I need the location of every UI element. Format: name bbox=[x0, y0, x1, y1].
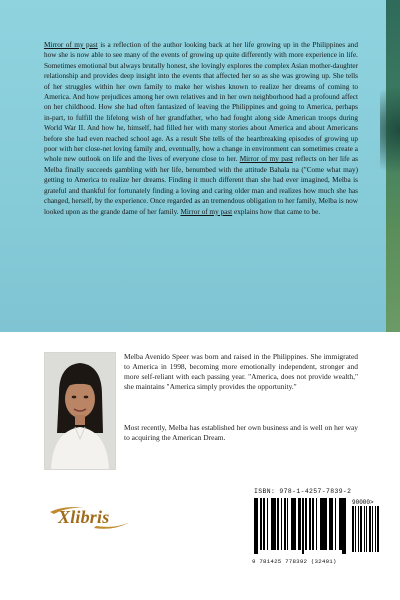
barcode-bar bbox=[344, 498, 346, 554]
book-title-reference: Mirror of my past bbox=[180, 207, 233, 216]
addon-barcode-bar bbox=[358, 506, 359, 552]
publisher-name: Xlibris bbox=[58, 507, 110, 527]
palm-tree-edge-image bbox=[386, 0, 400, 332]
addon-barcode-bar bbox=[360, 506, 362, 552]
barcode-bar bbox=[281, 498, 282, 550]
barcode-bar bbox=[312, 498, 314, 550]
barcode-bar bbox=[339, 498, 342, 550]
barcode-bar bbox=[291, 498, 294, 550]
barcode-bar bbox=[316, 498, 317, 550]
barcode-bar bbox=[335, 498, 336, 550]
publisher-logo bbox=[44, 504, 136, 532]
barcode-bar bbox=[284, 498, 286, 550]
barcode-bar bbox=[271, 498, 274, 550]
addon-barcode-bar bbox=[355, 506, 356, 552]
addon-barcode-bar bbox=[352, 506, 354, 552]
addon-barcode-bar bbox=[364, 506, 365, 552]
barcode-bar bbox=[305, 498, 307, 550]
barcode-bar bbox=[277, 498, 279, 550]
addon-barcode-bar bbox=[375, 506, 376, 552]
author-photo bbox=[44, 352, 116, 470]
description-text-part-3: explains how that came to be. bbox=[232, 207, 321, 216]
isbn-barcode bbox=[252, 498, 380, 556]
barcode-bar bbox=[309, 498, 311, 550]
isbn-label: ISBN: 978-1-4257-7839-2 bbox=[254, 488, 352, 495]
barcode-bar bbox=[294, 498, 296, 550]
barcode-bar bbox=[274, 498, 276, 550]
barcode-numbers: 9 781425 778392 (32401) bbox=[252, 558, 337, 565]
barcode-bar bbox=[267, 498, 268, 550]
addon-barcode-bar bbox=[372, 506, 373, 552]
barcode-bar bbox=[342, 498, 344, 554]
addon-barcode-bar bbox=[369, 506, 371, 552]
book-description bbox=[44, 40, 358, 217]
barcode-bar bbox=[260, 498, 262, 550]
barcode-bar bbox=[254, 498, 256, 554]
barcode-bar bbox=[256, 498, 258, 554]
barcode-bar bbox=[263, 498, 265, 550]
description-text-part-1: is a reflection of the author looking back at her life growing up in the Philippines and how she is now able to see many of the events of growing up quite differently with more experience in life. Sometimes emotional but always brutally honest, she lovingly explores the complex Asian mother-daughter relationship and provides deep insight into the events that affected her so as she was growing up. She tells of her struggles within her own family to make her wishes known to realize her dreams of coming to America. And how prejudices among her own relatives and in her own neighborhood had a profound affect on her childhood. How she had often fantasized of leaving the Philippines and going to America, perhaps in-part, to fulfill the lifelong wish of her grandfather, who had fought along side American troops during World War II. And how he, himself, had filled her with many stories about America and about Americans before she had even reached school age. As a result She tells of the heartbreaking episodes of growing up poor with her close-net loving family and, eventually, how a change in environment can sometimes create a whole new outlook on life and the lives of everyone close to her. bbox=[44, 41, 358, 164]
book-title-reference: Mirror of my past bbox=[44, 41, 98, 49]
barcode-bar bbox=[298, 498, 301, 550]
addon-barcode-bar bbox=[366, 506, 367, 552]
barcode-bar bbox=[320, 498, 323, 550]
barcode-bar bbox=[329, 498, 331, 550]
price-code: 90000> bbox=[352, 499, 374, 506]
author-bio-paragraph-2: Most recently, Melba has established her own business and is well on her way to acquiring the American Dream. bbox=[124, 423, 358, 443]
addon-barcode-bar bbox=[377, 506, 379, 552]
description-text-part-2: reflects on her life as Melba finally succeeds gambling with her life, benumbed with the attitude Bahala na ("Come what may) getting to America to realize her dreams. Finding it much different than she had ever imagined, Melba is grateful and thankful for fortunately finding a loving and caring older man and realizes how much she has changed, herself, by the experience. Once regarded as an tremendous obligation to her family, Melba is now looked upon as the grande dame of her family. bbox=[44, 155, 358, 216]
barcode-bar bbox=[331, 498, 333, 550]
author-bio-paragraph-1: Melba Avenido Speer was born and raised in the Philippines. She immigrated to America in 1998, becoming more emotionally independent, stronger and more self-reliant with each passing year. "America, does not provide wealth," she maintains "America simply provides the opportunity." bbox=[124, 352, 358, 392]
book-title-reference: Mirror of my past bbox=[239, 155, 293, 164]
barcode-bar bbox=[323, 498, 325, 550]
barcode-bar bbox=[302, 498, 304, 554]
barcode-bar bbox=[287, 498, 288, 550]
barcode-bar bbox=[325, 498, 327, 550]
